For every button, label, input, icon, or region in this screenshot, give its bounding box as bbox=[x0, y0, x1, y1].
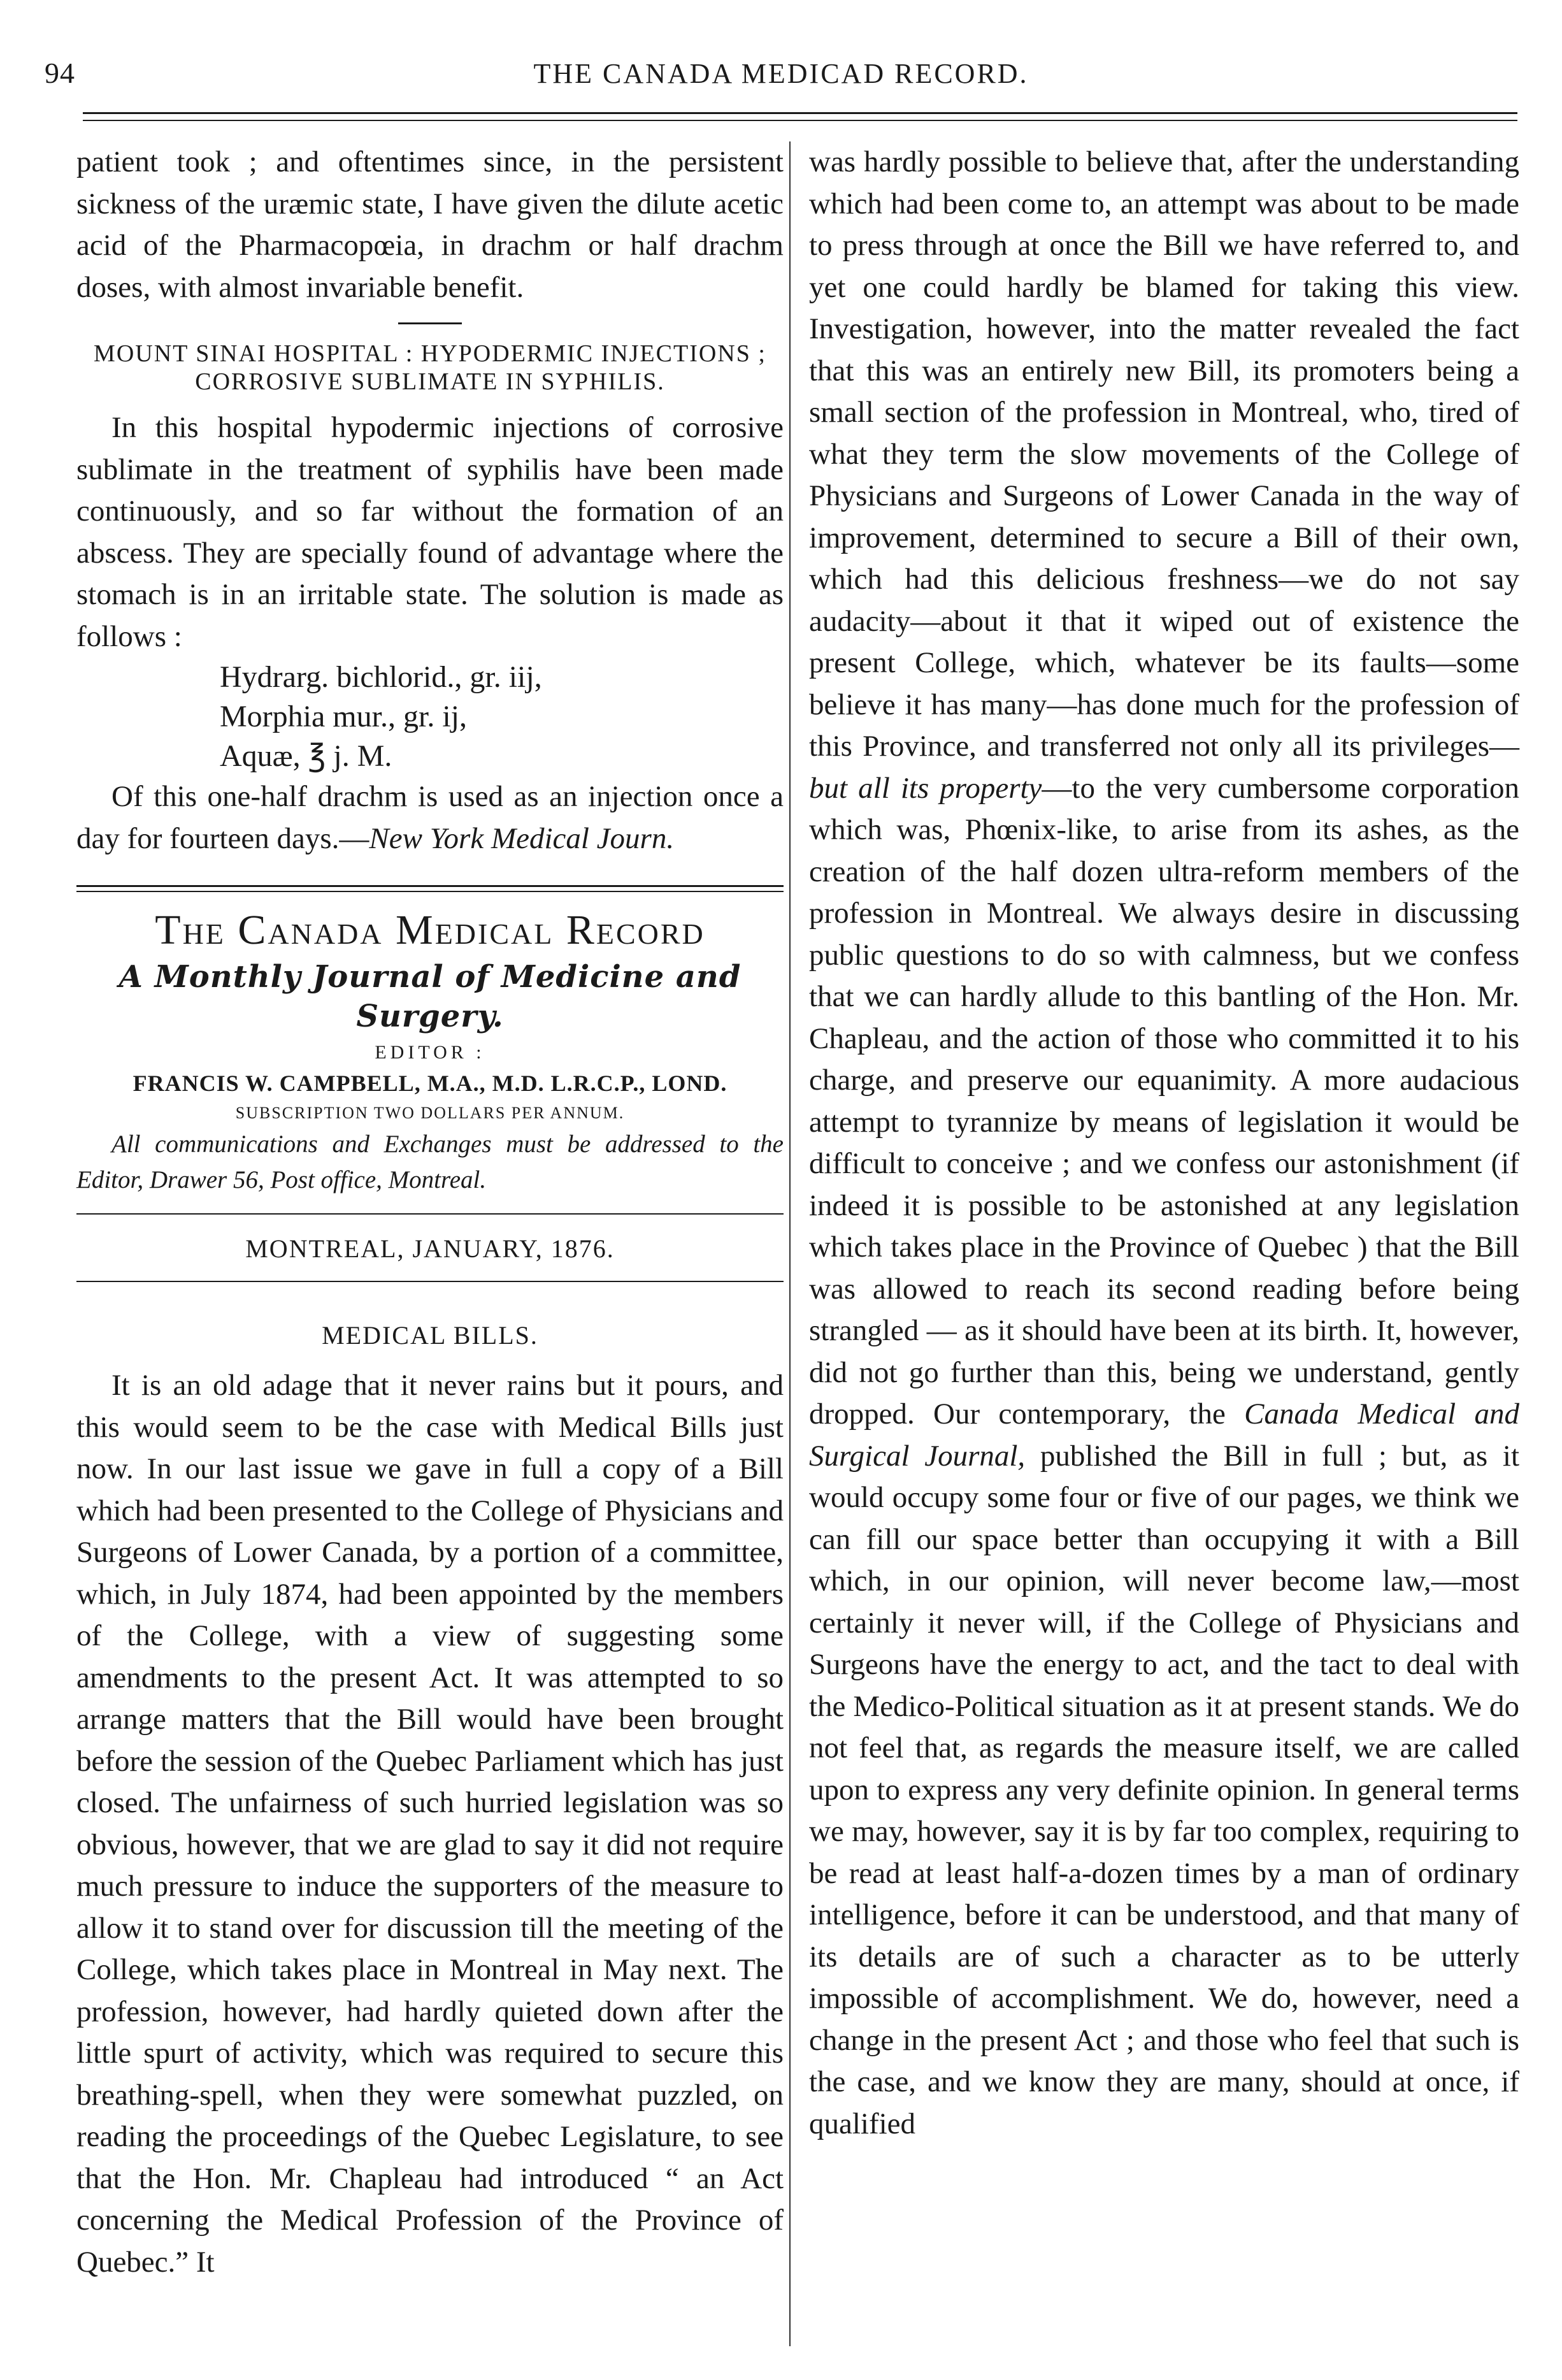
prescription bbox=[76, 658, 784, 776]
left-column bbox=[76, 141, 784, 2283]
right-column bbox=[809, 141, 1519, 2145]
paragraph-text: —to the very cumbersome corporation which was, Phœnix-like, to arise from its ashes, as the creation of the half dozen ultra-reform members of the profession in Montreal. We always desire in discussing public questions to do so with calmness, but we confess that we can hardly allude to this bantling of the Hon. Mr. Chapleau, and the action of those who committed it to his charge, and preserve our equanimity. A more audacious attempt to tyrannize by means of legislation it would be difficult to conceive ; and we confess our astonishment (if indeed it is possible to be astonished at any legislation which takes place in the Province of Quebec ) that the Bill was allowed to reach its second reading before being strangled — as it should have been at its birth. It, however, did not go further than this, being we understand, gently dropped. Our contemporary, the bbox=[809, 771, 1519, 1431]
continued-paragraph bbox=[809, 141, 1519, 2145]
paragraph-text: published the Bill in full ; but, as it would occupy some four or five of our pages, we think we can fill our space better than occupying it with a Bill which, in our opinion, will never become law,—most certainly it never will, if the College of Physicians and Surgeons have the energy to act, and the tact to deal with the Medico-Political situation as it at present stands. We do not feel that, as regards the measure itself, we are called upon to express any very definite opinion. In general terms we may, however, say it is by far too complex, requiring to be read at least half-a-dozen times by a man of ordinary intelligence, before it can be understood, and that many of its details are of such a character as to be utterly impossible of accomplishment. We do, however, need a change in the present Act ; and those who feel that such is the case, and we know they are many, should at once, if qualified bbox=[809, 1439, 1520, 2140]
italic-phrase: but all its property bbox=[809, 771, 1042, 805]
paragraph-text: was hardly possible to believe that, after the understanding which had been come to, an attempt was about to be made to press through at once the Bill we have referred to, and yet one could hardly be blamed for taking this view. Investigation, however, into the matter revealed the fact that this was an entirely new Bill, its promoters being a small section of the profession in Montreal, who, tired of what they term the slow movements of the College of Physicians and Surgeons of Lower Canada in the way of improvement, determined to secure a Bill of their own, which had this delicious freshness—we do not say audacity—about it that it wiped out of existence the present College, which, whatever be its faults—some believe it has many—has done much for the profession of this Province, and transferred not only all its privileges— bbox=[809, 145, 1519, 763]
editor-name: FRANCIS W. CAMPBELL, M.A., M.D. L.R.C.P., LOND. bbox=[133, 1071, 727, 1096]
subscription-line: SUBSCRIPTION TWO DOLLARS PER ANNUM. bbox=[235, 1104, 625, 1122]
dose-paragraph bbox=[76, 776, 784, 860]
masthead-rule bbox=[76, 885, 784, 892]
page-number: 94 bbox=[45, 57, 75, 89]
article-paragraph: It is an old adage that it never rains but it pours, and this would seem to be the case with Medical Bills just now. In our last issue we gave in full a copy of a Bill which had been presented to the College of Physicians and Surgeons of Lower Canada, by a portion of a committee, which, in July 1874, had been appointed by the members of the College, with a view of suggesting some amendments to the present Act. It was attempted to so arrange matters that the Bill would have been brought before the session of the Quebec Parliament which has just closed. The unfairness of such hurried legislation was so obvious, however, that we are glad to say it did not require much pressure to induce the supporters of the measure to allow it to stand over for discussion till the meeting of the College, which takes place in Montreal in May next. The profession, however, had hardly quieted down after the little spurt of activity, which was required to secure this breathing-spell, when they were somewhat puzzled, on reading the proceedings of the Quebec Legislature, to see that the Hon. Mr. Chapleau had introduced “ an Act concerning the Medical Profession of the Province of Quebec.” It bbox=[76, 1369, 784, 2279]
rx-line: Aquæ, ℥ j. M. bbox=[220, 739, 392, 773]
dateline-rule-bottom bbox=[76, 1281, 784, 1285]
section-paragraph: In this hospital hypodermic injections of corrosive sublimate in the treatment of syphilis have been made continuously, and so far without the formation of an abscess. They are specially found of advantage where the stomach is in an irritable state. The solution is made as follows : bbox=[76, 411, 784, 653]
dateline: MONTREAL, JANUARY, 1876. bbox=[245, 1234, 615, 1263]
editor-label: EDITOR : bbox=[375, 1042, 485, 1063]
dose-text: Of this one-half drachm is used as an injection once a day for fourteen days.— bbox=[76, 780, 784, 855]
communications-note: All communications and Exchanges must be addressed to the Editor, Drawer 56, Post office, Montreal. bbox=[76, 1130, 784, 1194]
masthead-subtitle: A Monthly Journal of Medicine and Surgery. bbox=[118, 959, 742, 1034]
opening-paragraph: patient took ; and oftentimes since, in the persistent sickness of the uræmic state, I have given the dilute acetic acid of the Pharmacopœia, in drachm or half drachm doses, with almost invariable benefit. bbox=[76, 145, 784, 304]
running-title: THE CANADA MEDICAD RECORD. bbox=[533, 58, 1029, 89]
section-heading: MOUNT SINAI HOSPITAL : HYPODERMIC INJECTIONS ; CORROSIVE SUBLIMATE IN SYPHILIS. bbox=[94, 340, 766, 395]
masthead-title: The Canada Medical Record bbox=[155, 907, 705, 953]
header-rule bbox=[83, 112, 1517, 121]
article-title: MEDICAL BILLS. bbox=[322, 1321, 538, 1350]
column-divider bbox=[789, 141, 791, 2346]
dose-source: New York Medical Journ. bbox=[369, 821, 675, 855]
short-divider bbox=[398, 322, 462, 324]
page-header bbox=[45, 56, 1517, 101]
journal-name: Canada Medical and Surgical Journal, bbox=[809, 1397, 1519, 1473]
rx-line: Hydrarg. bichlorid., gr. iij, bbox=[220, 660, 542, 694]
rx-line: Morphia mur., gr. ij, bbox=[220, 700, 467, 733]
